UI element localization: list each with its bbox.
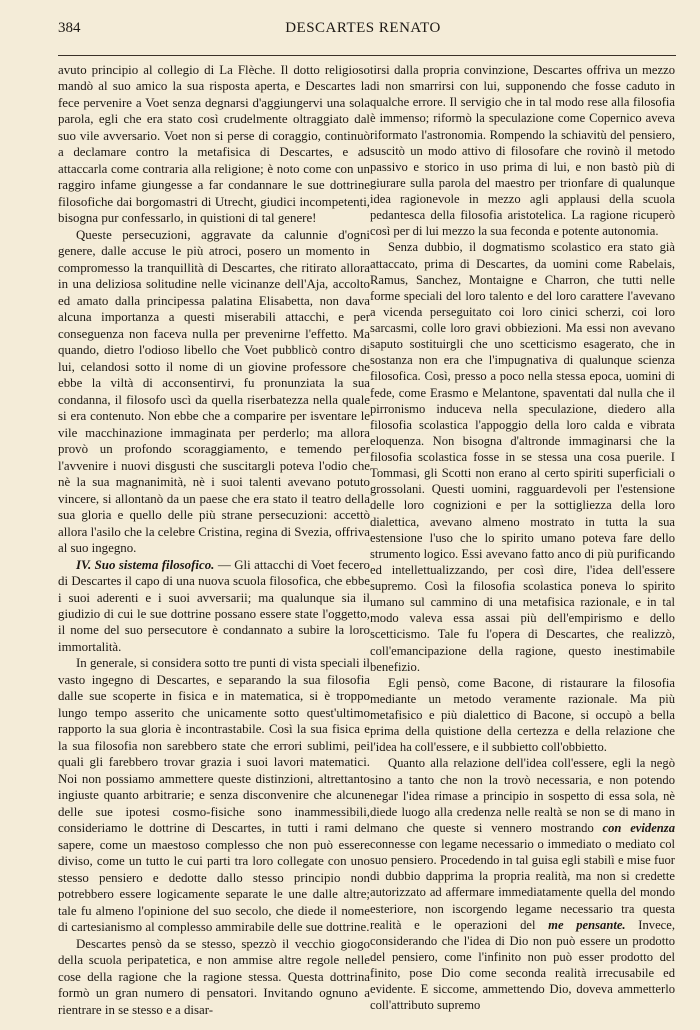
section-heading: IV. Suo sistema filosofico. bbox=[76, 557, 215, 572]
paragraph bbox=[370, 755, 675, 1013]
paragraph-text: — Gli attacchi di Voet fecero di Descartes il capo di una nuova scuola filosofica, che ebbe i suoi aderenti e i suoi avversarii; ma qualunque sia il giudizio di cui le sue dottrine possano essere state l'oggetto, il nome del suo persecutore è condannato a subire la loro immortalità. bbox=[58, 557, 370, 654]
paragraph-text: Quanto alla relazione dell'idea coll'essere, egli la negò sino a tanto che non la trovò necessaria, e non potendo negar l'idea rimase a principio in sospetto di essa sola, nè diede luogo alla credenza nelle realtà se non se di mano in mano che queste si vennero mostrando bbox=[370, 756, 675, 835]
paragraph: tirsi dalla propria convinzione, Descartes offriva un mezzo di non smarrirsi con lui, supponendo che fosse caduto in qualche errore. Il servigio che in tal modo rese alla filosofia è immenso; riformò la speculazione come Copernico aveva riformato l'astronomia. Rompendo la schiavitù del pensiero, suscitò un modo attivo di filosofare che rovinò il metodo passivo e storico in uso prima di lui, e non bastò più di giurare sulla parola del maestro per trionfare di qualunque idea ragionevole in mezzo agli applausi della scuola pedantesca della filosofia aristotelica. La ragione ricuperò così per di lui mezzo la sua feconda e potente autonomia. bbox=[370, 63, 675, 239]
header-rule bbox=[58, 55, 676, 56]
paragraph-section-iv bbox=[58, 557, 370, 656]
paragraph: avuto principio al collegio di La Flèche. Il dotto religioso mandò al suo amico la sua risposta aperta, e Descartes la fece pervenire a Voet senza degnarsi d'aggiungervi una sola parola, egli che era stato così crudelmente oltraggiato dal suo vile avversario. Voet non si perse di coraggio, continuò a declamare contro la metafisica di Descartes, e ad attaccarla come contraria alla religione; è noto come con un raggiro infame giungesse a far condannare le sue dottrine filosofiche dai borgomastri di Utrecht, giudici incompetenti, bisogna pur confessarlo, in quistioni di tal genere! bbox=[58, 63, 370, 226]
paragraph-text: connesse con legame necessario o immediato o mediato col suo pensiero. Procedendo in tal guisa egli stabilì e mise fuor di dubbio dapprima la propria realità, ma non si credette autorizzato ad affermare immediatamente quella del mondo esteriore, non iscorgendo legame necessario tra questa realità e le operazioni del bbox=[370, 837, 675, 932]
emphasis: me pensante. bbox=[548, 917, 626, 932]
paragraph: In generale, si considera sotto tre punti di vista speciali il vasto ingegno di Descartes, e separando la sua filosofia dalle sue scoperte in fisica e in matematica, si è troppo lungo tempo asserito che unicamente sotto quest'ultimo rapporto la sua gloria è incontrastabile. Così la sua fisica e la sua filosofia non sarebbero state che errori sublimi, pei quali gli farebbero trovar grazia i suoi lavori matematici. Noi non possiamo ammettere queste distinzioni, altrettanto ingiuste quanto arbitrarie; e senza disconvenire che alcune delle sue ipotesi cosmo-fisiche sono inammessibili, consideriamo le dottrine di Descartes, in tutti i rami del sapere, come un maestoso complesso che non può essere diviso, come un tutto le cui parti tra loro collegate con uno stesso pensiero e dedotte dallo stesso principio non potrebbero essere logicamente separate le une dalle altre; tale fu almeno l'opinione del suo secolo, che diede il nome di cartesianismo al complesso ammirabile delle sue dottrine. bbox=[58, 656, 370, 935]
paragraph: Queste persecuzioni, aggravate da calunnie d'ogni genere, dalle accuse le più atroci, posero un momento in compromesso la tranquillità di Descartes, che ritirato allora in una deliziosa solitudine nelle vicinanze dell'Aja, accolto ed amato dalla principessa palatina Elisabetta, non dava alcuna importanza a questi miserabili attacchi, e per conseguenza non faceva nulla per prevenirne l'effetto. Ma quando, dietro l'odioso libello che Voet pubblicò contro di lui, celandosi sotto il nome di un giovine professore che ebbe la viltà di acconsentirvi, fu pronunziata la sua condanna, il filosofo uscì da quella riserbatezza nella quale si era contenuto. Non ebbe che a comparire per isventare le vile macchinazione immaginata per perderlo; ma allora provò un profondo scoraggiamento, e temendo per l'avvenire i nuovi disgusti che suscitargli poteva l'odio che nè la sua magnanimità, nè i suoi talenti avevano potuto vincere, si allontanò da un paese che era stato il teatro della sua gloria e quello delle più strane persecuzioni: accettò allora l'asilo che la celebre Cristina, regina di Svezia, offriva al suo ingegno. bbox=[58, 227, 370, 556]
left-column bbox=[58, 62, 370, 1018]
paragraph: Senza dubbio, il dogmatismo scolastico era stato già attaccato, prima di Descartes, da uomini come Rabelais, Ramus, Sanchez, Montaigne e Charron, che tutti nelle forme speciali del loro talento e del loro carattere l'avevano a vicenda perseguitato coi loro cinici scherzi, coi loro sarcasmi, colle loro gravi obbiezioni. Ma essi non avevano saputo sostituirgli che uno scetticismo esagerato, che in sostanza non era che l'impugnativa di qualunque scienza filosofica. Così, presso a poco nella stessa epoca, uomini di fede, come Erasmo e Melantone, spaventati dal nulla che il pirronismo induceva nella speculazione, diedero alla filosofia scolastica l'appoggio della loro calda e vibrata eloquenza. Non bisogna d'altronde immaginarsi che la filosofia scolastica fosse in se stessa una cosa puerile. I Tommasi, gli Scotti non erano al certo spiriti superficiali o grossolani. Questi uomini, ragguardevoli per l'estensione delle loro cognizioni e per la sottigliezza della loro dialettica, avevano almeno mostrato in tutta la sua estensione l'uso che lo spirito umano poteva fare dello strumento logico. Essi avevano fatto anco di più purificando ed intellettualizzando, per così dire, l'idea dell'essere supremo. Così la filosofia scolastica poneva lo spirito umano sul cammino di una metafisica razionale, e in tal modo valeva essa assai più dell'empirismo e dello scetticismo. Tale fu l'opera di Descartes, che realizzò, coll'emancipazione della ragione, questo inestimabile benefizio. bbox=[370, 240, 675, 674]
paragraph: Descartes pensò da se stesso, spezzò il vecchio giogo della scuola peripatetica, e non ammise altre regole nelle cose della ragione che la ragione stessa. Questa dottrina formò un gran numero di pensatori. Invitando ognuno a rientrare in se stesso e a disar- bbox=[58, 936, 370, 1017]
page-header bbox=[58, 16, 668, 40]
paragraph: Egli pensò, come Bacone, di ristaurare la filosofia mediante un metodo veramente razionale. Ma più metafisico e più dialettico di Bacone, si occupò a bella prima della quistione della certezza e della relazione che l'idea ha coll'essere, e il subbietto coll'obbietto. bbox=[370, 675, 675, 755]
paragraph-text: Invece, considerando che l'idea di Dio non può essere un prodotto del pensiero, come l'infinito non può esser prodotto del finito, pose Dio come seconda realità irrecusabile ed evidente. E siccome, ammettendo Dio, doveva ammetterlo coll'attributo supremo bbox=[370, 917, 675, 1013]
right-column bbox=[370, 62, 675, 1013]
page-number: 384 bbox=[58, 20, 81, 36]
emphasis: con evidenza bbox=[602, 820, 675, 835]
running-title: DESCARTES RENATO bbox=[285, 20, 441, 36]
